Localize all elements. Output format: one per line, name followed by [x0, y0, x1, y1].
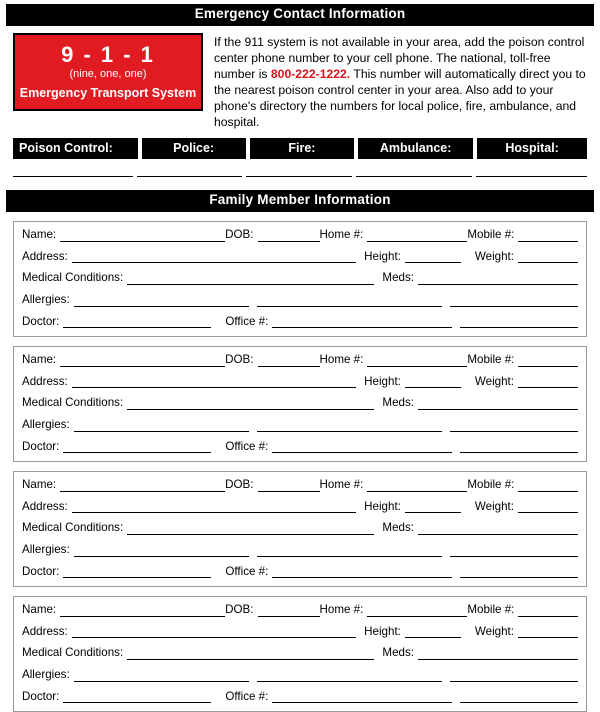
section-header-family: Family Member Information	[6, 190, 594, 212]
field-allergies-cont[interactable]	[257, 670, 442, 682]
label-allergies: Allergies:	[22, 667, 70, 681]
member-row-doctor	[22, 316, 578, 329]
label-doctor: Doctor:	[22, 439, 60, 453]
label-office-number: Office #:	[225, 689, 269, 703]
field-medical-conditions[interactable]	[127, 398, 374, 410]
contact-field-ambulance[interactable]	[356, 176, 472, 177]
label-name: Name:	[22, 353, 57, 367]
label-mobile-number: Mobile #:	[467, 353, 515, 367]
field-home-number[interactable]	[367, 480, 467, 492]
label-office-number: Office #:	[225, 439, 269, 453]
field-address[interactable]	[72, 251, 356, 263]
label-home-number: Home #:	[319, 353, 364, 367]
member-row-name	[22, 229, 578, 242]
member-row-name	[22, 479, 578, 492]
badge-system-name: Emergency Transport System	[19, 86, 197, 101]
poison-control-phone: 800-222-1222.	[270, 67, 351, 82]
family-member-card	[13, 596, 587, 712]
family-member-card	[13, 346, 587, 462]
field-office-cont[interactable]	[460, 691, 578, 703]
label-meds: Meds:	[382, 646, 414, 660]
field-meds[interactable]	[418, 273, 578, 285]
label-allergies: Allergies:	[22, 293, 70, 307]
label-address: Address:	[22, 249, 68, 263]
field-height[interactable]	[405, 501, 461, 513]
field-weight[interactable]	[518, 501, 578, 513]
field-mobile-number[interactable]	[518, 605, 578, 617]
field-height[interactable]	[405, 251, 461, 263]
label-dob: DOB:	[225, 603, 254, 617]
field-address[interactable]	[72, 501, 356, 513]
member-row-medical	[22, 647, 578, 660]
contact-field-poison-control[interactable]	[13, 176, 133, 177]
field-allergies-cont2[interactable]	[450, 295, 578, 307]
field-office-cont[interactable]	[460, 566, 578, 578]
label-mobile-number: Mobile #:	[467, 228, 515, 242]
field-allergies-cont2[interactable]	[450, 420, 578, 432]
member-row-address	[22, 626, 578, 639]
field-home-number[interactable]	[367, 605, 467, 617]
section-header-emergency: Emergency Contact Information	[6, 4, 594, 26]
field-allergies[interactable]	[74, 545, 249, 557]
field-dob[interactable]	[258, 605, 320, 617]
family-members-list	[6, 221, 594, 712]
field-mobile-number[interactable]	[518, 230, 578, 242]
label-medical-conditions: Medical Conditions:	[22, 646, 124, 660]
contact-label-poison-control: Poison Control:	[13, 138, 138, 159]
member-row-doctor	[22, 691, 578, 704]
label-dob: DOB:	[225, 478, 254, 492]
label-height: Height:	[364, 374, 401, 388]
label-weight: Weight:	[474, 249, 514, 263]
field-office-number[interactable]	[272, 566, 452, 578]
badge-number: 9 - 1 - 1	[61, 41, 155, 67]
emergency-contact-form	[0, 4, 600, 703]
field-meds[interactable]	[418, 523, 578, 535]
field-mobile-number[interactable]	[518, 480, 578, 492]
member-row-name	[22, 604, 578, 617]
label-height: Height:	[364, 624, 401, 638]
member-row-allergies	[22, 419, 578, 432]
label-address: Address:	[22, 499, 68, 513]
label-home-number: Home #:	[319, 228, 364, 242]
label-medical-conditions: Medical Conditions:	[22, 271, 124, 285]
field-medical-conditions[interactable]	[127, 273, 374, 285]
field-home-number[interactable]	[367, 230, 467, 242]
member-row-address	[22, 501, 578, 514]
field-weight[interactable]	[518, 376, 578, 388]
label-dob: DOB:	[225, 353, 254, 367]
field-allergies-cont[interactable]	[257, 420, 442, 432]
emergency-text-part2: This number will automatically direct you to the nearest poison control center in your area. Also add to your phone's directory the numbers for local police, fire, ambulance, and hospital.	[214, 67, 586, 130]
label-weight: Weight:	[474, 624, 514, 638]
field-office-cont[interactable]	[460, 316, 578, 328]
field-allergies[interactable]	[74, 670, 249, 682]
member-row-medical	[22, 522, 578, 535]
field-office-number[interactable]	[272, 441, 452, 453]
contact-label-hospital: Hospital:	[477, 138, 587, 159]
field-name[interactable]	[60, 230, 225, 242]
field-doctor[interactable]	[63, 566, 211, 578]
member-row-doctor	[22, 441, 578, 454]
label-address: Address:	[22, 624, 68, 638]
field-mobile-number[interactable]	[518, 355, 578, 367]
contact-field-fire[interactable]	[246, 176, 351, 177]
contact-field-police[interactable]	[137, 176, 242, 177]
label-allergies: Allergies:	[22, 418, 70, 431]
label-medical-conditions: Medical Conditions:	[22, 521, 124, 535]
label-medical-conditions: Medical Conditions:	[22, 396, 124, 410]
field-allergies[interactable]	[74, 420, 249, 432]
member-row-doctor	[22, 566, 578, 579]
label-doctor: Doctor:	[22, 689, 60, 703]
label-home-number: Home #:	[319, 603, 364, 617]
member-row-address	[22, 251, 578, 264]
member-row-allergies	[22, 294, 578, 307]
field-dob[interactable]	[258, 230, 320, 242]
label-weight: Weight:	[474, 499, 514, 513]
emergency-info-row	[6, 33, 594, 131]
label-address: Address:	[22, 374, 68, 388]
member-row-allergies	[22, 544, 578, 557]
contact-field-hospital[interactable]	[476, 176, 587, 177]
field-allergies-cont2[interactable]	[450, 670, 578, 682]
label-name: Name:	[22, 478, 57, 492]
field-height[interactable]	[405, 376, 461, 388]
member-row-name	[22, 354, 578, 367]
field-meds[interactable]	[418, 398, 578, 410]
field-home-number[interactable]	[367, 355, 467, 367]
emergency-text-part1: If the 911 system is not available in your area, add the poison control center phone number to your cell phone. The national, toll-free number is	[214, 34, 585, 82]
field-allergies-cont2[interactable]	[450, 545, 578, 557]
field-doctor[interactable]	[63, 691, 211, 703]
label-office-number: Office #:	[225, 564, 269, 578]
label-height: Height:	[364, 499, 401, 513]
field-office-cont[interactable]	[460, 441, 578, 453]
member-row-address	[22, 376, 578, 389]
field-address[interactable]	[72, 626, 356, 638]
member-row-allergies	[22, 669, 578, 682]
contact-label-fire: Fire:	[250, 138, 354, 159]
field-name[interactable]	[60, 355, 225, 367]
emergency-instructions	[203, 33, 594, 131]
field-medical-conditions[interactable]	[127, 648, 374, 660]
field-weight[interactable]	[518, 251, 578, 263]
contact-label-police: Police:	[142, 138, 246, 159]
contact-label-ambulance: Ambulance:	[358, 138, 473, 159]
field-name[interactable]	[60, 480, 225, 492]
label-weight: Weight:	[474, 374, 514, 388]
field-name[interactable]	[60, 605, 225, 617]
label-doctor: Doctor:	[22, 314, 60, 328]
label-mobile-number: Mobile #:	[467, 478, 515, 492]
family-member-card	[13, 221, 587, 337]
badge-spelled: (nine, one, one)	[69, 68, 147, 81]
label-name: Name:	[22, 228, 57, 242]
label-home-number: Home #:	[319, 478, 364, 492]
field-meds[interactable]	[418, 648, 578, 660]
contact-value-lines	[6, 176, 594, 177]
field-allergies[interactable]	[74, 295, 249, 307]
field-office-number[interactable]	[272, 316, 452, 328]
emergency-911-badge	[13, 33, 203, 111]
field-weight[interactable]	[518, 626, 578, 638]
field-dob[interactable]	[258, 480, 320, 492]
field-address[interactable]	[72, 376, 356, 388]
label-meds: Meds:	[382, 396, 414, 410]
field-allergies-cont[interactable]	[257, 295, 442, 307]
label-allergies: Allergies:	[22, 542, 70, 556]
field-medical-conditions[interactable]	[127, 523, 374, 535]
family-member-card	[13, 471, 587, 587]
member-row-medical	[22, 272, 578, 285]
member-row-medical	[22, 397, 578, 410]
contact-label-bar	[6, 138, 594, 159]
field-doctor[interactable]	[63, 441, 211, 453]
label-doctor: Doctor:	[22, 564, 60, 578]
label-mobile-number: Mobile #:	[467, 603, 515, 617]
field-office-number[interactable]	[272, 691, 452, 703]
label-meds: Meds:	[382, 521, 414, 535]
label-name: Name:	[22, 603, 57, 617]
field-doctor[interactable]	[63, 316, 211, 328]
label-height: Height:	[364, 249, 401, 263]
field-dob[interactable]	[258, 355, 320, 367]
label-meds: Meds:	[382, 271, 414, 285]
label-office-number: Office #:	[225, 314, 269, 328]
field-height[interactable]	[405, 626, 461, 638]
field-allergies-cont[interactable]	[257, 545, 442, 557]
label-dob: DOB:	[225, 228, 254, 242]
